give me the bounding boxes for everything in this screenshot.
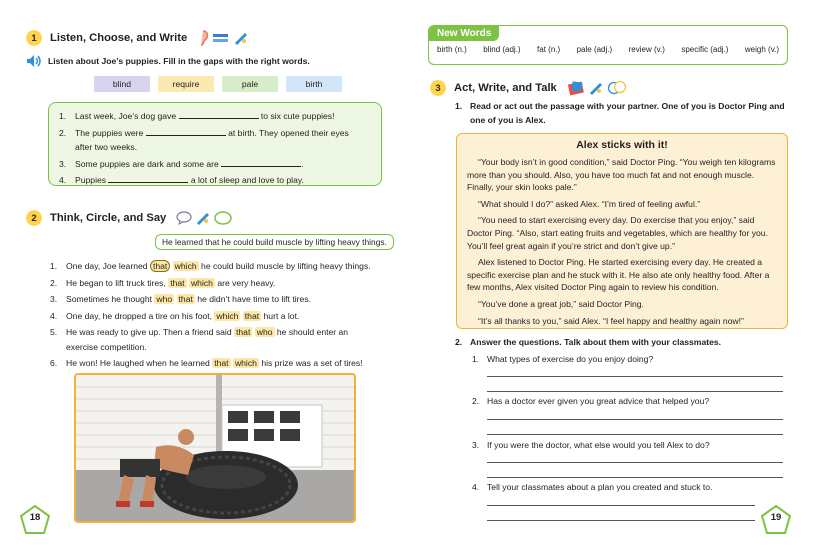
example-speech-bubble <box>155 234 394 250</box>
list-item: 2. He began to lift truck tires, that which are very heavy. <box>50 277 276 288</box>
new-words-box <box>428 25 788 65</box>
bubble-text: He learned that he could build muscle by lifting heavy things. <box>162 237 387 247</box>
new-word: review (v.) <box>628 45 665 54</box>
section-number-badge: 2 <box>24 208 44 228</box>
new-words-list <box>429 41 787 54</box>
story-paragraph: “You’ve done a great job,” said Doctor Ping. <box>478 298 644 309</box>
list-item: 4. Puppies a lot of sleep and love to play. <box>59 175 304 185</box>
question-2-instruction: 2. Answer the questions. Talk about them with your classmates. <box>455 337 722 347</box>
option-that[interactable]: that <box>214 358 229 368</box>
speaker-icon[interactable] <box>26 54 42 68</box>
section-title: Listen, Choose, and Write <box>50 32 188 44</box>
word-bank-item: birth <box>286 76 342 92</box>
speech-bubble-icon <box>176 211 192 225</box>
list-item: 1. Last week, Joe’s dog gave to six cute puppies! <box>59 111 335 121</box>
word-bank-item: require <box>158 76 214 92</box>
story-box <box>456 133 788 329</box>
word-bank <box>94 76 342 92</box>
option-which[interactable]: which <box>234 358 257 368</box>
story-paragraph: “You need to start exercising every day. Do exercise that you enjoy,” said Doctor Ping. “Also, start eating fruits and vegetables, which are healthy for you. You’ll feel great again if you’re strict and don’t give up.” <box>467 215 768 251</box>
ear-icon <box>197 30 209 46</box>
new-word: fat (n.) <box>537 45 561 54</box>
page-number: 19 <box>770 512 782 523</box>
new-word: blind (adj.) <box>483 45 521 54</box>
answer-blank[interactable] <box>146 127 226 136</box>
exercise-1-box <box>48 102 382 186</box>
question-item: 3. If you were the doctor, what else would you tell Alex to do? <box>472 440 710 450</box>
new-word: specific (adj.) <box>681 45 729 54</box>
option-that[interactable]: that <box>178 294 193 304</box>
tire-lifting-photo <box>74 373 356 523</box>
answer-line[interactable] <box>487 391 783 392</box>
photo-illustration <box>76 375 354 521</box>
crayon-icon <box>233 31 249 45</box>
option-who[interactable]: who <box>156 294 173 304</box>
answer-blank[interactable] <box>221 158 301 167</box>
option-that[interactable]: that <box>236 327 251 337</box>
answer-line[interactable] <box>487 462 783 463</box>
option-which[interactable]: which <box>174 261 197 271</box>
section-2-header <box>24 208 232 228</box>
question-item: 2. Has a doctor ever given you great advice that helped you? <box>472 396 710 406</box>
pencil-icon <box>212 32 230 44</box>
crayon-icon <box>195 211 211 225</box>
story-paragraph: “What should I do?” asked Alex. “I’m tired of feeling awful.” <box>478 198 701 209</box>
instruction-row <box>26 54 310 68</box>
section-3-header <box>428 78 627 98</box>
section-title: Think, Circle, and Say <box>50 212 167 224</box>
option-that[interactable]: that <box>244 310 260 321</box>
story-paragraph: “It’s all thanks to you,” said Alex. “I feel happy and healthy again now!” <box>478 315 744 326</box>
list-item: 3. Sometimes he thought who that he didn’t have time to lift tires. <box>50 294 311 304</box>
list-item: 4. One day, he dropped a tire on his foot, which that hurt a lot. <box>50 310 300 321</box>
exercise-2-list <box>50 259 376 373</box>
list-item: 2. The puppies were at birth. They opened their eyes after two weeks. <box>59 127 349 152</box>
section-1-header <box>24 28 249 48</box>
speech-bubble-icon <box>607 80 627 96</box>
story-paragraph: “Your body isn’t in good condition,” said Doctor Ping. “You weigh ten kilograms more than you should. Also, you have too much fat and not enough muscle. Finally, your skin looks pale.” <box>467 157 776 193</box>
option-who[interactable]: who <box>256 327 273 337</box>
list-item: 3. Some puppies are dark and some are . <box>59 158 304 169</box>
question-item: 1. What types of exercise do you enjoy doing? <box>472 354 654 364</box>
section-number-badge: 1 <box>24 28 44 48</box>
answer-line[interactable] <box>487 376 783 377</box>
question-1-instruction: 1. Read or act out the passage with your partner. One of you is Doctor Ping and one of you is Alex. <box>455 101 785 125</box>
answer-line[interactable] <box>487 505 755 506</box>
new-word: pale (adj.) <box>576 45 613 54</box>
list-item: 1. One day, Joe learned that which he could build muscle by lifting heavy things. <box>50 261 371 271</box>
option-that[interactable]: that <box>150 260 170 272</box>
word-bank-item: pale <box>222 76 278 92</box>
answer-line[interactable] <box>487 520 755 521</box>
speech-bubble-icon <box>214 211 232 225</box>
answer-blank[interactable] <box>108 174 188 183</box>
section-number-badge: 3 <box>428 78 448 98</box>
answer-line[interactable] <box>487 477 783 478</box>
story-paragraph: Alex listened to Doctor Ping. He started exercising every day. He created a specific exercise plan and he stuck with it. He also ate only healthy food. After a few months, Alex visited Doctor Ping again to review his condition. <box>467 257 770 293</box>
answer-line[interactable] <box>487 434 783 435</box>
question-item: 4. Tell your classmates about a plan you created and stuck to. <box>472 482 713 492</box>
book-icon <box>567 80 585 96</box>
option-which[interactable]: which <box>216 310 239 321</box>
option-that[interactable]: that <box>170 277 185 288</box>
crayon-icon <box>588 81 604 95</box>
answer-line[interactable] <box>487 419 783 420</box>
list-item: 5. He was ready to give up. Then a friend said that who he should enter an exercise competition. <box>50 327 349 352</box>
section-title: Act, Write, and Talk <box>454 82 557 94</box>
list-item: 6. He won! He laughed when he learned that which his prize was a set of tires! <box>50 358 363 368</box>
page-number: 18 <box>29 512 41 523</box>
word-bank-item: blind <box>94 76 150 92</box>
new-words-title: New Words <box>429 26 499 41</box>
new-word: birth (n.) <box>437 45 467 54</box>
new-word: weigh (v.) <box>744 45 779 54</box>
answer-blank[interactable] <box>179 110 259 119</box>
instruction-text: Listen about Joe’s puppies. Fill in the gaps with the right words. <box>48 56 310 66</box>
story-title: Alex sticks with it! <box>576 139 668 151</box>
option-which[interactable]: which <box>190 277 213 288</box>
